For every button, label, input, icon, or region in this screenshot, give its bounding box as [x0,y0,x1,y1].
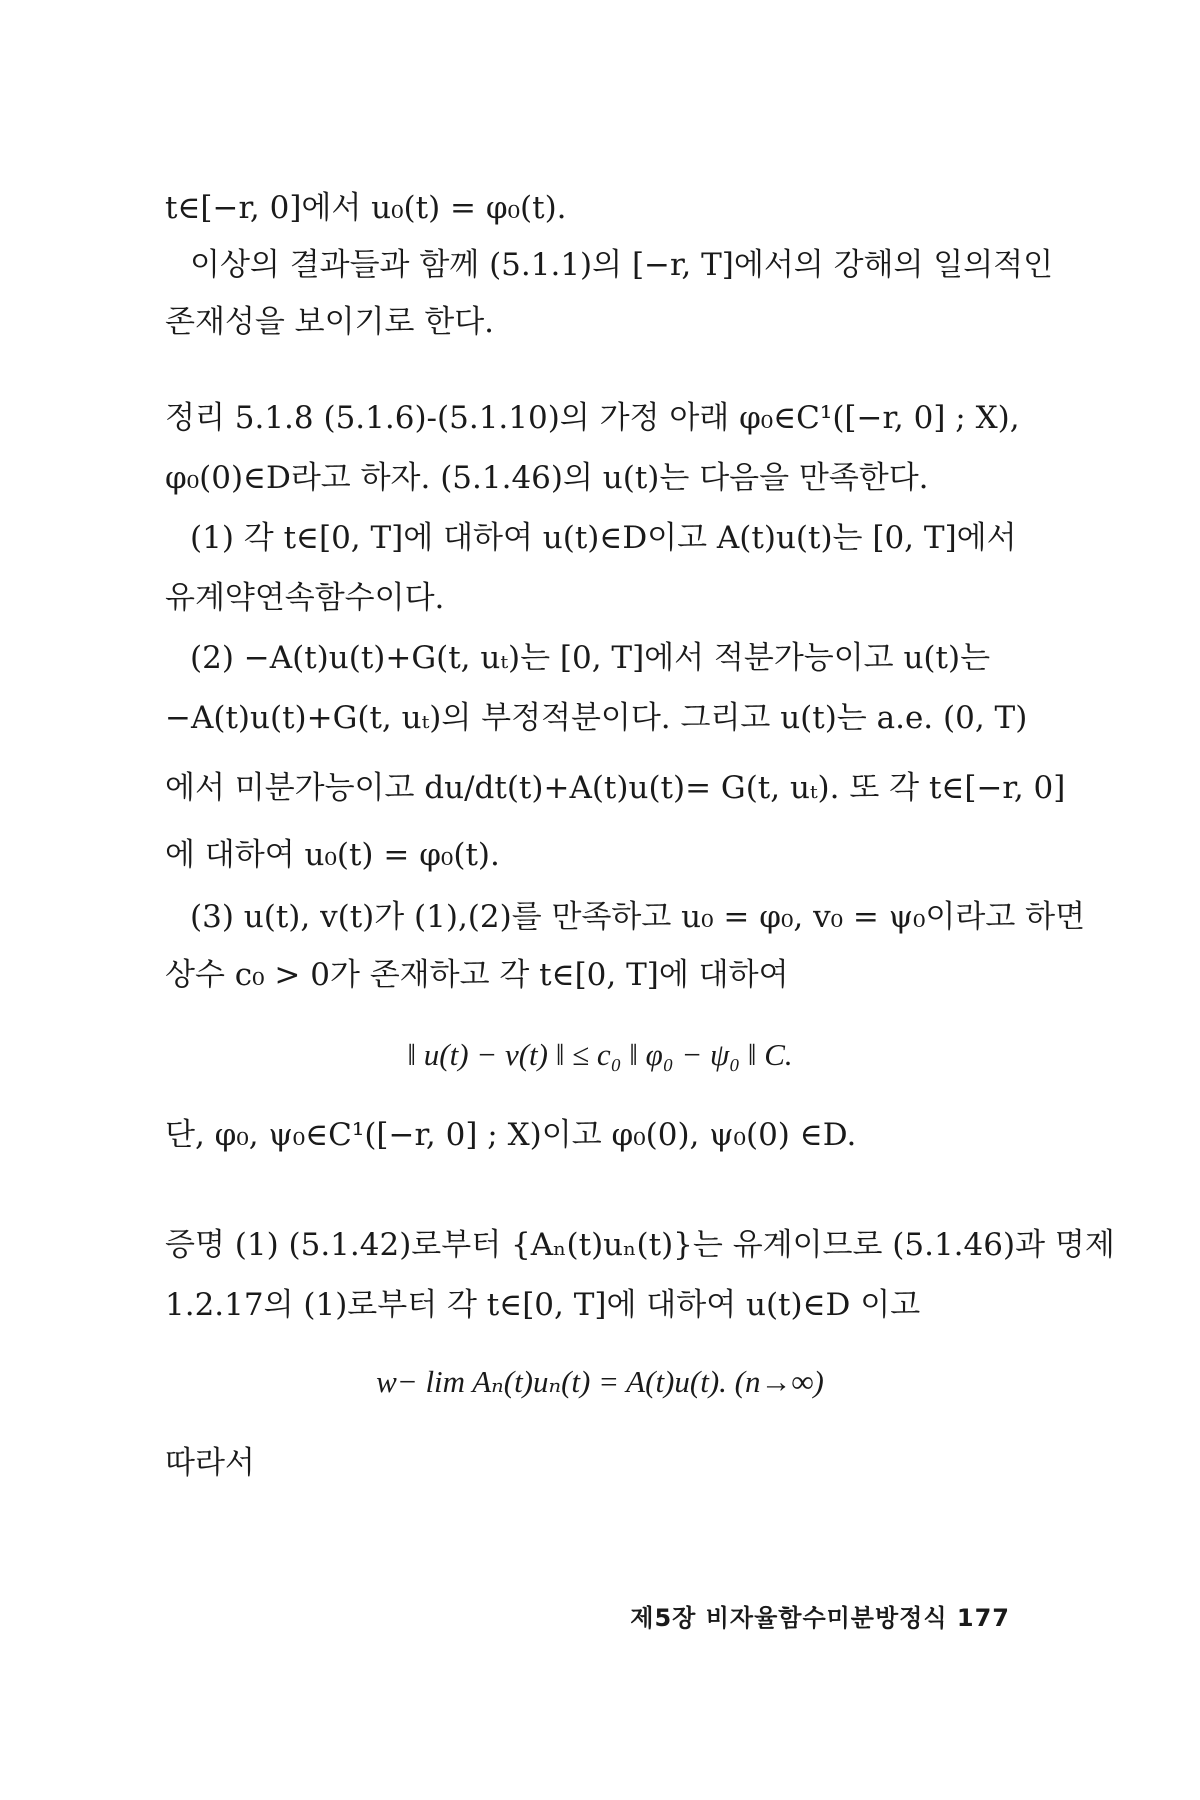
item-2-line-2: −A(t)u(t)+G(t, uₜ)의 부정적분이다. 그리고 u(t)는 a.e. (0, T) [165,700,1028,736]
item-2-line-4: 에 대하여 u₀(t) = φ₀(t). [165,837,500,873]
proof-line-3: 따라서 [165,1445,255,1481]
item-1-line-1: (1) 각 t∈[0, T]에 대하여 u(t)∈D이고 A(t)u(t)는 [0, T]에서 [190,520,1017,556]
item-1-line-2: 유계약연속함수이다. [165,580,445,616]
proof-line-1: 증명 (1) (5.1.42)로부터 {Aₙ(t)uₙ(t)}는 유계이므로 (5.1.46)과 명제 [165,1227,1115,1263]
page-footer: 제5장 비자율함수미분방정식 177 [630,1604,1010,1632]
line-3: 존재성을 보이기로 한다. [165,304,495,340]
line-2: 이상의 결과들과 함께 (5.1.1)의 [−r, T]에서의 강해의 일의적인 [190,247,1054,283]
item-2-line-1: (2) −A(t)u(t)+G(t, uₜ)는 [0, T]에서 적분가능이고 u(t)는 [190,640,991,676]
limit-equation: w− lim Aₙ(t)uₙ(t) = A(t)u(t). (n→∞) [376,1364,824,1399]
item-2-line-3: 에서 미분가능이고 du/dt(t)+A(t)u(t)= G(t, uₜ). 또 각 t∈[−r, 0] [165,770,1066,806]
condition-line: 단, φ₀, ψ₀∈C¹([−r, 0] ; X)이고 φ₀(0), ψ₀(0) ∈D. [165,1117,857,1153]
proof-line-2: 1.2.17의 (1)로부터 각 t∈[0, T]에 대하여 u(t)∈D 이고 [165,1287,921,1323]
norm-inequality: ‖ u(t) − v(t) ‖ ≤ c₀ ‖ φ₀ − ψ₀ ‖ C. [407,1037,793,1072]
line-1: t∈[−r, 0]에서 u₀(t) = φ₀(t). [165,190,567,226]
item-3-line-1: (3) u(t), v(t)가 (1),(2)를 만족하고 u₀ = φ₀, v₀ = ψ₀이라고 하면 [190,899,1086,935]
line-5: φ₀(0)∈D라고 하자. (5.1.46)의 u(t)는 다음을 만족한다. [165,460,929,496]
item-3-line-2: 상수 c₀ > 0가 존재하고 각 t∈[0, T]에 대하여 [165,957,789,993]
theorem-heading-line: 정리 5.1.8 (5.1.6)-(5.1.10)의 가정 아래 φ₀∈C¹([−r, 0] ; X), [165,400,1020,436]
